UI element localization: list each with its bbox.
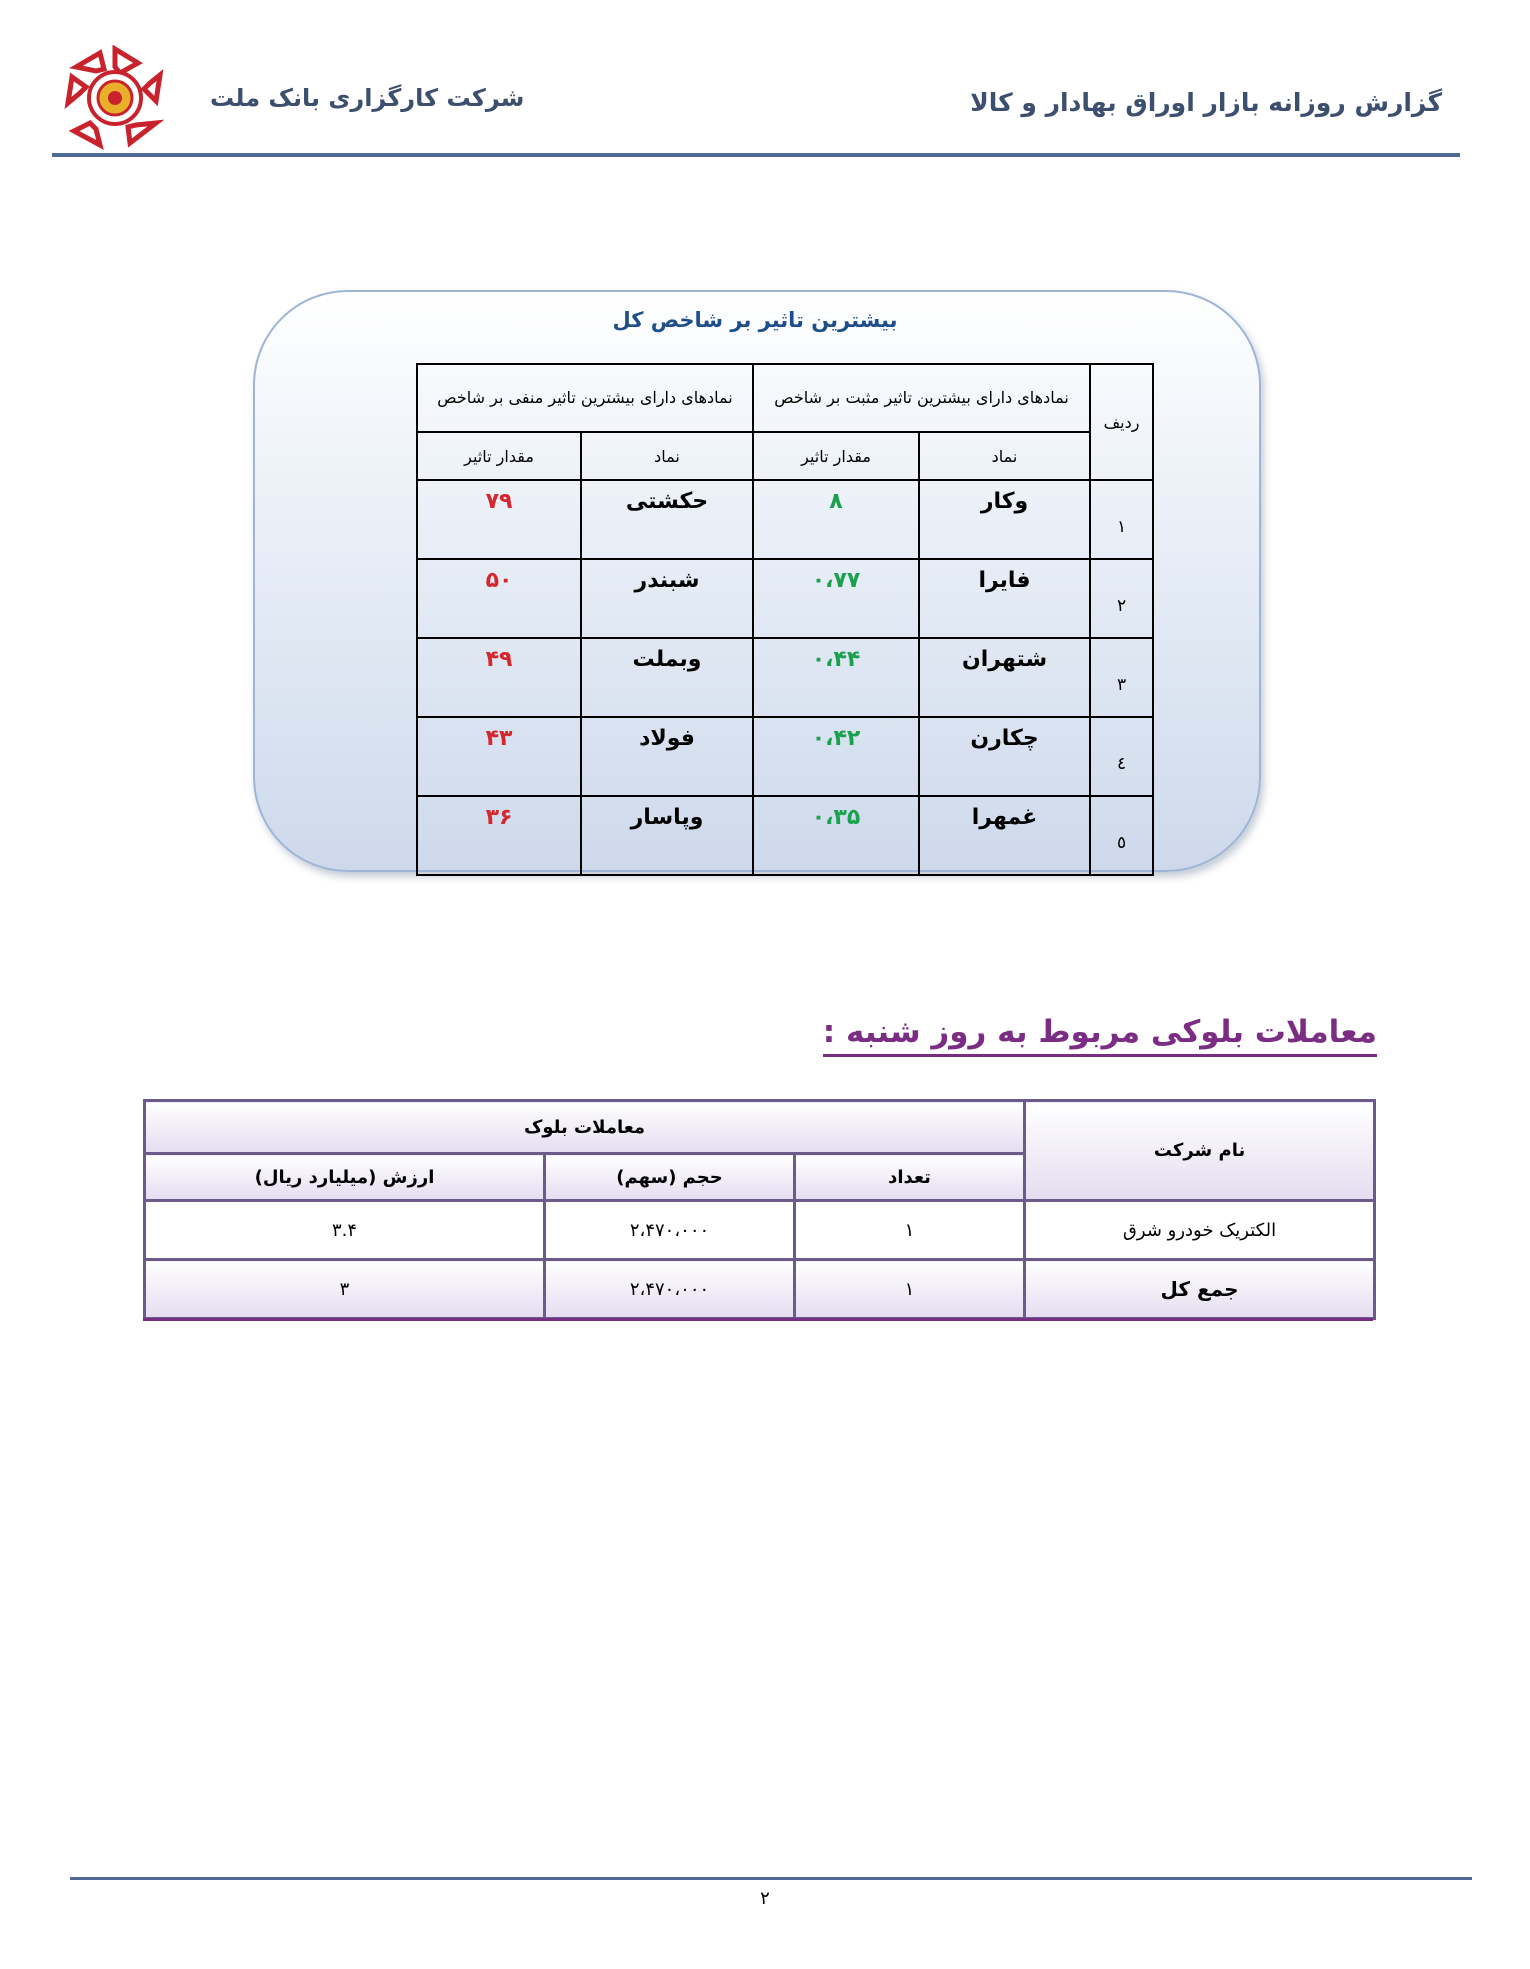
table-row [417,559,1153,638]
total-label: جمع کل [1025,1260,1375,1319]
volume-cell: ۲،۴۷۰،۰۰۰ [545,1201,795,1260]
negative-group-header: نمادهای دارای بیشترین تاثیر منفی بر شاخص [417,364,753,432]
negative-symbol: وپاسار [581,796,753,875]
footer-divider [70,1877,1472,1880]
negative-symbol: حکشتی [581,480,753,559]
total-value: ۳ [145,1260,545,1319]
positive-group-header: نمادهای دارای بیشترین تاثیر مثبت بر شاخص [753,364,1090,432]
page-number: ۲ [760,1888,770,1909]
total-volume: ۲،۴۷۰،۰۰۰ [545,1260,795,1319]
negative-symbol: شبندر [581,559,753,638]
row-number: ۲ [1090,559,1153,638]
positive-symbol: غمهرا [919,796,1090,875]
block-trades-title: معاملات بلوکی مربوط به روز شنبه : [823,1014,1377,1057]
company-name-cell: الکتریک خودرو شرق [1025,1201,1375,1260]
company-name: شرکت کارگزاری بانک ملت [210,84,525,112]
value-cell: ۳.۴ [145,1201,545,1260]
total-row [145,1260,1375,1319]
positive-symbol: چکارن [919,717,1090,796]
row-number: ٥ [1090,796,1153,875]
positive-value: ۰،۴۲ [753,717,919,796]
negative-value: ۴۳ [417,717,581,796]
block-group-header: معاملات بلوک [145,1101,1025,1154]
negative-value: ۴۹ [417,638,581,717]
block-trades-table [143,1099,1376,1320]
report-title: گزارش روزانه بازار اوراق بهادار و کالا [970,88,1442,117]
negative-value: ۷۹ [417,480,581,559]
table-row [417,796,1153,875]
negative-value: ۳۶ [417,796,581,875]
table-row [417,480,1153,559]
bank-mellat-logo-icon [60,45,170,150]
count-header: تعداد [795,1154,1025,1201]
negative-value-header: مقدار تاثیر [417,432,581,480]
index-influence-table [416,363,1154,876]
table-row [417,717,1153,796]
row-number: ۳ [1090,638,1153,717]
negative-symbol: فولاد [581,717,753,796]
company-header: نام شرکت [1025,1101,1375,1201]
negative-symbol-header: نماد [581,432,753,480]
index-influence-title: بیشترین تاثیر بر شاخص کل [612,308,898,332]
positive-symbol-header: نماد [919,432,1090,480]
row-number: ٤ [1090,717,1153,796]
positive-symbol: فایرا [919,559,1090,638]
positive-value: ۰،۷۷ [753,559,919,638]
positive-value: ۰،۴۴ [753,638,919,717]
block-trades-divider [143,1318,1373,1321]
negative-value: ۵۰ [417,559,581,638]
total-count: ۱ [795,1260,1025,1319]
table-row [145,1201,1375,1260]
row-number-header: ردیف [1090,364,1153,480]
positive-value-header: مقدار تاثیر [753,432,919,480]
positive-value: ۸ [753,480,919,559]
positive-symbol: وکار [919,480,1090,559]
positive-symbol: شتهران [919,638,1090,717]
header-divider [52,153,1460,157]
count-cell: ۱ [795,1201,1025,1260]
negative-symbol: وبملت [581,638,753,717]
value-header: ارزش (میلیارد ریال) [145,1154,545,1201]
volume-header: حجم (سهم) [545,1154,795,1201]
row-number: ۱ [1090,480,1153,559]
table-row [417,638,1153,717]
positive-value: ۰،۳۵ [753,796,919,875]
